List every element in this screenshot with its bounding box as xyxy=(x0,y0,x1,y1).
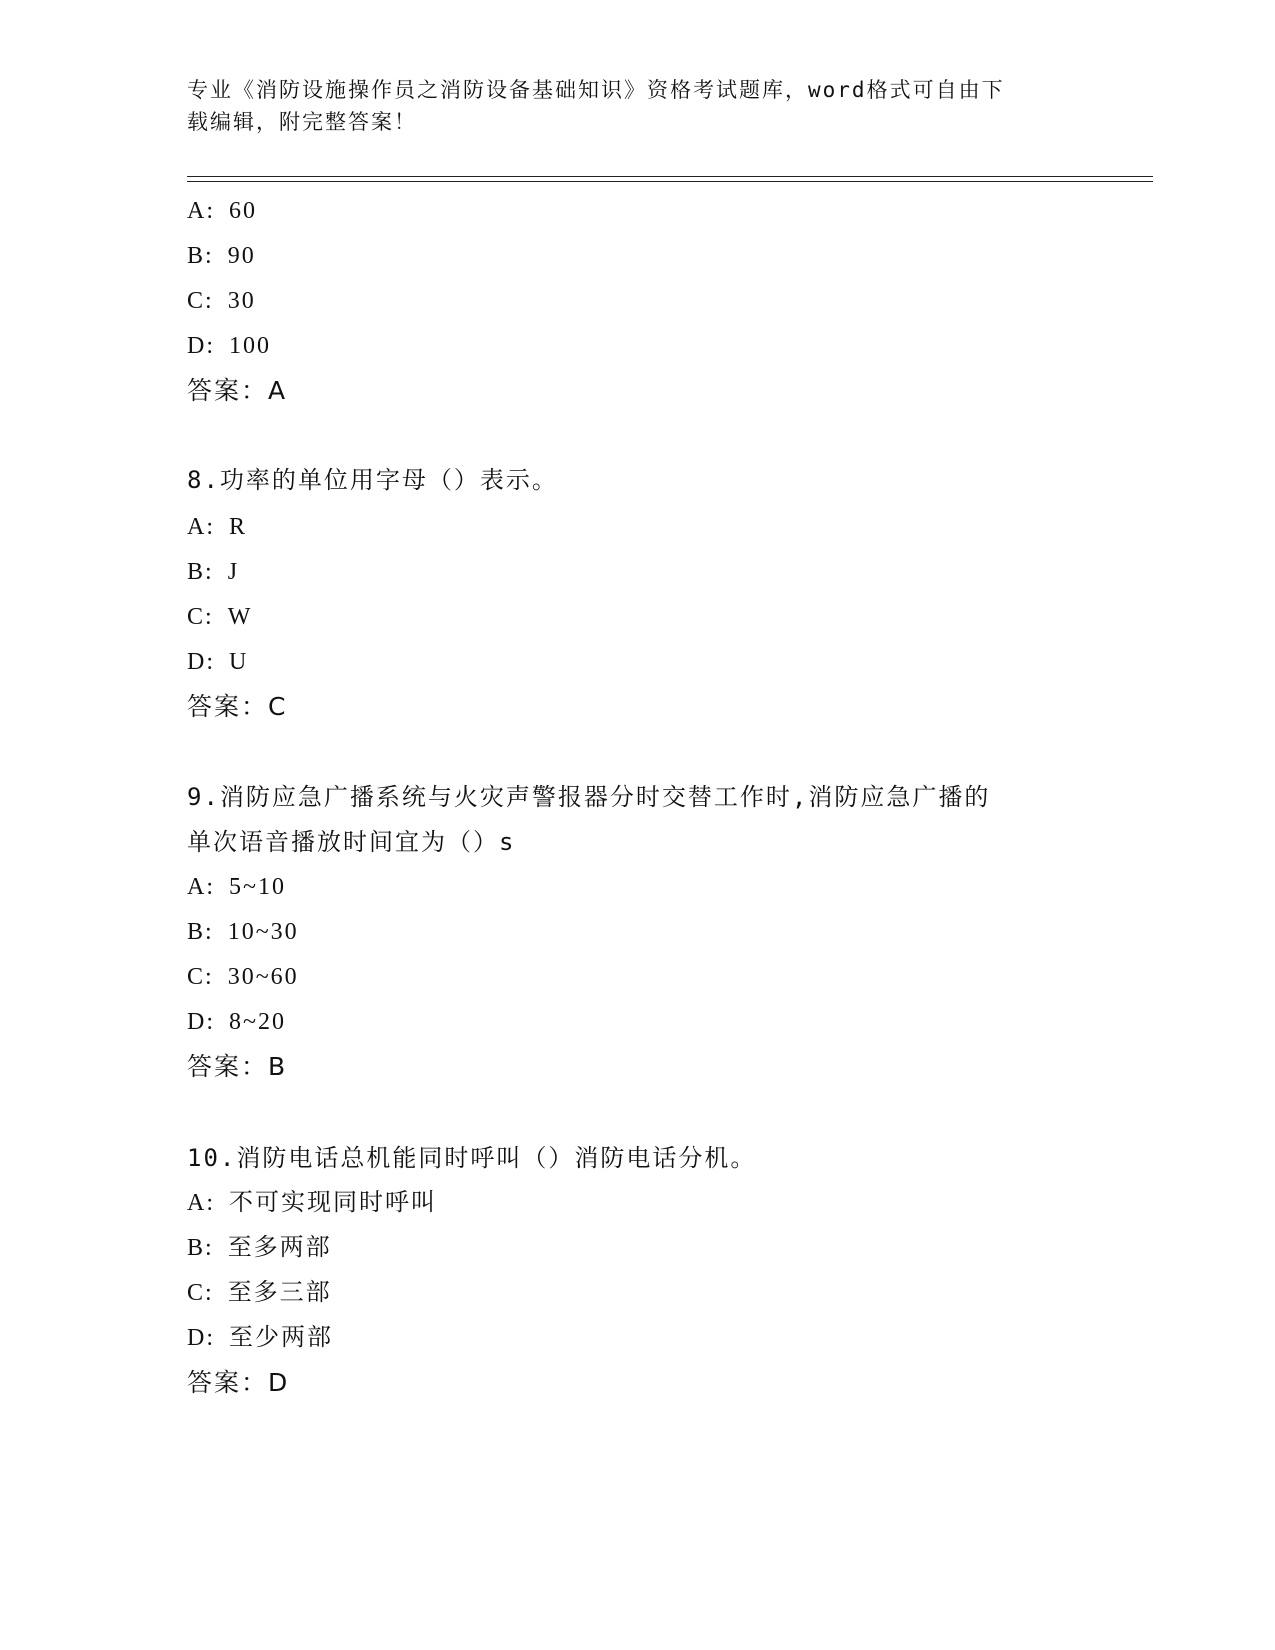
option-c: C: 30 xyxy=(187,288,256,314)
header-line-2: 载编辑，附完整答案！ xyxy=(187,110,417,134)
option-d: D: 至少两部 xyxy=(187,1325,333,1351)
document-header xyxy=(187,74,1067,138)
question-9-text-line-1: 9.消防应急广播系统与火灾声警报器分时交替工作时,消防应急广播的 xyxy=(187,783,991,811)
option-b: B: 10~30 xyxy=(187,919,299,945)
option-c: C: 30~60 xyxy=(187,964,299,990)
option-b: B: J xyxy=(187,559,240,585)
option-d: D: 8~20 xyxy=(187,1009,286,1035)
answer-line: 答案：B xyxy=(187,1052,288,1081)
option-c: C: W xyxy=(187,604,253,630)
header-line-1: 专业《消防设施操作员之消防设备基础知识》资格考试题库，word格式可自由下 xyxy=(187,78,1005,102)
answer-line: 答案：D xyxy=(187,1368,290,1397)
question-8-text: 8.功率的单位用字母（）表示。 xyxy=(187,466,558,494)
option-c: C: 至多三部 xyxy=(187,1280,332,1306)
question-10-text: 10.消防电话总机能同时呼叫（）消防电话分机。 xyxy=(187,1144,757,1172)
option-a: A: R xyxy=(187,514,248,540)
answer-line: 答案：C xyxy=(187,692,288,721)
option-a: A: 60 xyxy=(187,198,257,224)
option-b: B: 90 xyxy=(187,243,256,269)
option-a: A: 不可实现同时呼叫 xyxy=(187,1190,437,1216)
option-d: D: U xyxy=(187,649,249,675)
header-divider-top xyxy=(187,176,1153,177)
question-9-text-line-2: 单次语音播放时间宜为（）s xyxy=(187,828,516,856)
answer-line: 答案：A xyxy=(187,376,288,405)
option-d: D: 100 xyxy=(187,333,271,359)
option-b: B: 至多两部 xyxy=(187,1235,332,1261)
option-a: A: 5~10 xyxy=(187,874,286,900)
header-divider-bottom xyxy=(187,181,1153,182)
